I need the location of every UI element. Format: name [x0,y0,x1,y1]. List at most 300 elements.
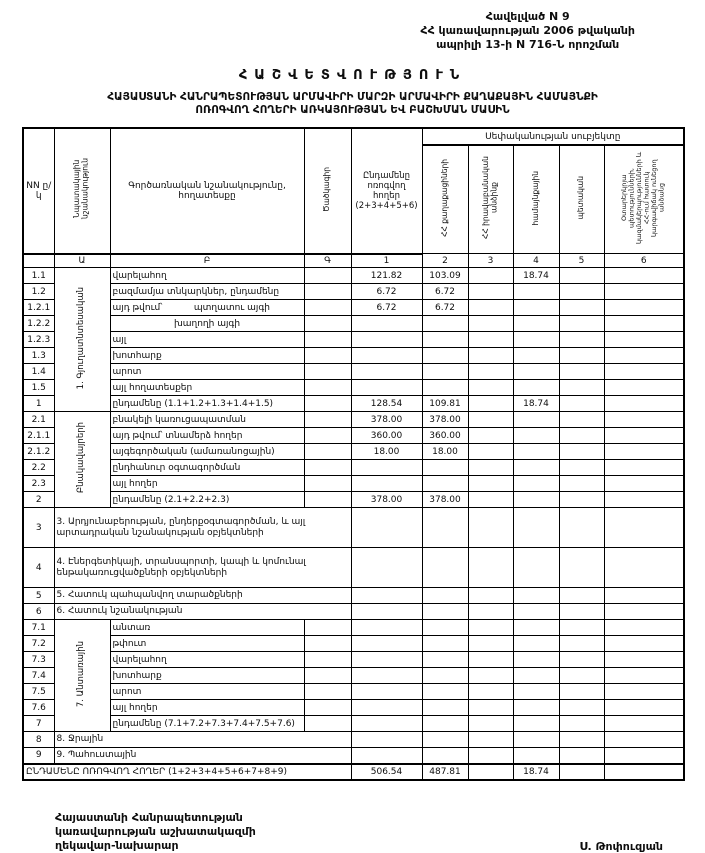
code-cell [304,332,351,348]
value-cell [513,684,559,700]
row-number-cell: 1.1 [23,268,54,284]
value-cell [351,620,422,636]
report-table-body [23,268,684,780]
value-cell [468,412,513,428]
value-cell [513,620,559,636]
value-cell [468,588,513,604]
table-row [23,332,684,348]
value-cell [468,380,513,396]
value-cell [351,332,422,348]
column-header-citizens [422,145,468,254]
value-cell [422,364,468,380]
value-cell [351,748,422,764]
column-header-code-text: Ծածկագիր [322,166,332,212]
value-cell [559,380,604,396]
value-cell [422,380,468,396]
value-cell: 18.74 [513,764,559,780]
code-cell [304,668,351,684]
table-row [23,620,684,636]
value-cell [513,316,559,332]
row-number-cell: 5 [23,588,54,604]
row-label-cell [110,300,304,316]
code-cell [304,492,351,508]
table-header-row-letters [23,254,684,268]
value-cell [513,652,559,668]
value-cell [604,636,684,652]
code-cell [304,652,351,668]
value-cell [422,748,468,764]
value-cell [468,444,513,460]
row-label-cell: վարելահող [110,652,304,668]
row-number-cell: 1.3 [23,348,54,364]
row-label-cell: բազմամյա տնկարկներ, ընդամենը [110,284,304,300]
letter-cell: Ա [54,254,110,268]
letter-cell: 1 [351,254,422,268]
value-cell [422,636,468,652]
table-row [23,268,684,284]
section-label-cell [54,268,110,412]
row-number-cell: 1.4 [23,364,54,380]
table-row [23,492,684,508]
value-cell: 360.00 [422,428,468,444]
code-cell [304,348,351,364]
value-cell [559,636,604,652]
value-cell [604,412,684,428]
value-cell [559,316,604,332]
value-cell [468,460,513,476]
value-cell [351,652,422,668]
row-number-cell: 7.2 [23,636,54,652]
table-row [23,636,684,652]
value-cell [513,284,559,300]
value-cell [513,604,559,620]
column-header-row-number: NN ը/կ [23,128,54,254]
row-label-cell: 6. Հատուկ նշանակության [54,604,351,620]
value-cell [604,300,684,316]
value-cell: 18.00 [351,444,422,460]
value-cell [468,300,513,316]
value-cell [468,476,513,492]
value-cell [468,764,513,780]
appendix-note [420,10,635,52]
value-cell [559,620,604,636]
value-cell [468,348,513,364]
value-cell [351,700,422,716]
value-cell [422,332,468,348]
value-cell [351,460,422,476]
value-cell [468,684,513,700]
value-cell [559,668,604,684]
value-cell: 360.00 [351,428,422,444]
column-header-state [559,145,604,254]
appendix-line-1: Հավելված N 9 [485,10,570,23]
value-cell [604,476,684,492]
code-cell [304,636,351,652]
value-cell [604,548,684,588]
row-number-cell: 7.3 [23,652,54,668]
value-cell [559,684,604,700]
column-header-state-text: պետական [576,176,586,220]
value-cell [422,348,468,364]
value-cell [604,684,684,700]
table-row [23,444,684,460]
table-row [23,700,684,716]
row-number-cell: 6 [23,604,54,620]
value-cell [351,508,422,548]
row-number-cell: 1.2.1 [23,300,54,316]
value-cell [559,428,604,444]
table-row [23,588,684,604]
value-cell [468,604,513,620]
row-label-cell: այլ հողատեսքեր [110,380,304,396]
value-cell [468,364,513,380]
column-header-community-text: համայնքային [530,170,540,226]
value-cell [422,460,468,476]
value-cell [468,652,513,668]
irrigated-lands-report-table [22,127,685,781]
value-cell [604,380,684,396]
row-label-cell: անտառ [110,620,304,636]
row-label-cell: 5. Հատուկ պահպանվող տարածքների [54,588,351,604]
grand-total-label: ԸՆԴԱՄԵՆԸ ՈՌՈԳՎՈՂ ՀՈՂԵՐ (1+2+3+4+5+6+7+8+9) [23,764,351,780]
value-cell [604,508,684,548]
letter-cell: 5 [559,254,604,268]
value-cell [351,668,422,684]
value-cell [604,732,684,748]
value-cell: 6.72 [351,300,422,316]
value-cell [604,268,684,284]
value-cell [468,396,513,412]
column-header-foreign [604,145,684,254]
value-cell [559,300,604,316]
value-cell: 487.81 [422,764,468,780]
value-cell: 6.72 [351,284,422,300]
value-cell [559,588,604,604]
row-number-cell: 2.3 [23,476,54,492]
value-cell [513,460,559,476]
appendix-line-3: ապրիլի 13-ի N 716-Ն որոշման [436,38,620,51]
value-cell [422,652,468,668]
value-cell [468,284,513,300]
value-cell [513,444,559,460]
row-number-cell: 9 [23,748,54,764]
row-number-cell: 2.2 [23,460,54,476]
value-cell [513,716,559,732]
value-cell [604,668,684,684]
value-cell [513,748,559,764]
table-row [23,732,684,748]
row-label-cell: թփուտ [110,636,304,652]
code-cell [304,716,351,732]
value-cell: 103.09 [422,268,468,284]
section-label-cell [54,412,110,508]
value-cell [468,748,513,764]
value-cell [559,460,604,476]
letter-cell: Բ [110,254,304,268]
column-header-legal-entities [468,145,513,254]
column-header-legal-entities-text: ՀՀ իրավաբանական անձինք [480,156,499,240]
table-row [23,396,684,412]
value-cell [513,636,559,652]
signatory-name: Ս. Թոփուզյան [579,839,663,853]
value-cell [351,348,422,364]
value-cell [513,508,559,548]
letter-cell: 4 [513,254,559,268]
row-number-cell: 3 [23,508,54,548]
row-label-cell: ընդամենը (7.1+7.2+7.3+7.4+7.5+7.6) [110,716,304,732]
value-cell [513,428,559,444]
section-label-text: Բնակավայրերի [76,422,87,494]
table-row [23,476,684,492]
table-row [23,380,684,396]
value-cell [559,652,604,668]
table-row [23,716,684,732]
value-cell [559,716,604,732]
value-cell [468,620,513,636]
value-cell [604,316,684,332]
table-row [23,284,684,300]
value-cell [513,588,559,604]
code-cell [304,284,351,300]
row-label-cell: ընդամենը (1.1+1.2+1.3+1.4+1.5) [110,396,304,412]
row-label-cell: խաղողի այգի [110,316,304,332]
row-label-prefix: այդ թվում՝ [112,302,163,313]
appendix-line-2: ՀՀ կառավարության 2006 թվականի [420,24,635,37]
value-cell: 378.00 [351,492,422,508]
table-row [23,412,684,428]
page-title: ՀԱՇՎԵՏՎՈՒԹՅՈՒՆ [238,68,467,83]
value-cell [604,620,684,636]
value-cell [351,684,422,700]
value-cell [604,444,684,460]
value-cell [351,716,422,732]
value-cell [513,476,559,492]
value-cell [468,668,513,684]
code-cell [304,268,351,284]
value-cell: 378.00 [422,412,468,428]
signatory-title-line-3: ղեկավար-նախարար [55,838,179,852]
value-cell [351,476,422,492]
row-label-cell: արոտ [110,364,304,380]
value-cell [559,396,604,412]
row-label-cell: վարելահող [110,268,304,284]
value-cell [604,284,684,300]
value-cell [422,620,468,636]
code-cell [304,396,351,412]
value-cell: 378.00 [422,492,468,508]
value-cell [468,268,513,284]
value-cell: 128.54 [351,396,422,412]
value-cell [422,684,468,700]
row-label-cell: այլ [110,332,304,348]
column-header-purpose-text: Նպատակային նշանակություն [72,158,90,220]
value-cell [559,348,604,364]
subtitle-line-1: ՀԱՅԱՍՏԱՆԻ ՀԱՆՐԱՊԵՏՈՒԹՅԱՆ ԱՐՄԱՎԻՐԻ ՄԱՐԶԻ ԱՐՄԱՎԻՐԻ ՔԱՂԱՔԱՅԻՆ ՀԱՄԱՅՆՔԻ [107,91,598,103]
value-cell [604,604,684,620]
value-cell [422,316,468,332]
section-label-text: 7. Անտառային [76,640,87,708]
value-cell [559,764,604,780]
value-cell [351,316,422,332]
value-cell [351,548,422,588]
row-number-cell: 7 [23,716,54,732]
code-cell [304,620,351,636]
value-cell [468,636,513,652]
table-row [23,604,684,620]
value-cell [604,748,684,764]
row-number-cell: 1.5 [23,380,54,396]
value-cell [513,700,559,716]
value-cell [559,604,604,620]
value-cell [351,588,422,604]
table-row [23,684,684,700]
value-cell [422,700,468,716]
code-cell [304,316,351,332]
table-row [23,668,684,684]
column-header-functional: Գործառնական նշանակությունը, հողատեսքը [110,128,304,254]
code-cell [304,412,351,428]
table-row [23,652,684,668]
value-cell: 18.74 [513,396,559,412]
row-number-cell: 4 [23,548,54,588]
value-cell [468,508,513,548]
row-number-cell: 7.4 [23,668,54,684]
value-cell: 378.00 [351,412,422,428]
column-header-foreign-text: Օտարերկրյա պետությունների, կազմակերպությունների և ՀՀ-ում հատուկ կարգավիճակ ունեցող անձանց [620,151,666,245]
code-cell [304,364,351,380]
value-cell [422,508,468,548]
signatory-title-line-1: Հայաստանի Հանրապետության [55,810,243,824]
value-cell [422,476,468,492]
subtitle-line-2: ՈՌՈԳՎՈՂ ՀՈՂԵՐԻ ԱՌԿԱՅՈՒԹՅԱՆ ԵՎ ԲԱՇԽՄԱՆ ՄԱՍԻՆ [195,104,510,116]
value-cell: 121.82 [351,268,422,284]
code-cell [304,476,351,492]
value-cell [468,332,513,348]
row-number-cell: 7.1 [23,620,54,636]
value-cell [604,588,684,604]
value-cell [513,364,559,380]
row-number-cell: 2.1.1 [23,428,54,444]
value-cell [513,300,559,316]
value-cell [559,364,604,380]
value-cell [468,732,513,748]
value-cell [468,716,513,732]
column-header-code [304,128,351,254]
value-cell [604,348,684,364]
code-cell [304,428,351,444]
value-cell: 18.00 [422,444,468,460]
section-label-text: 1. Գյուղատնտեսական [76,286,87,390]
value-cell [604,492,684,508]
table-row [23,548,684,588]
value-cell [559,492,604,508]
value-cell [351,636,422,652]
value-cell: 18.74 [513,268,559,284]
value-cell [559,548,604,588]
letter-cell-empty [23,254,54,268]
table-row [23,300,684,316]
value-cell [559,700,604,716]
row-number-cell: 1.2.2 [23,316,54,332]
value-cell [351,364,422,380]
code-cell [304,684,351,700]
row-label-cell: խոտհարք [110,348,304,364]
page-subtitle [0,91,705,117]
column-header-citizens-text: ՀՀ քաղաքացիների [439,159,449,237]
code-cell [304,700,351,716]
value-cell [604,428,684,444]
row-label-cell: արոտ [110,684,304,700]
row-label-cell: այլ հողեր [110,476,304,492]
signature-block [55,811,663,853]
row-label-cell: 9. Պահուստային [54,748,351,764]
column-group-ownership-subject: Սեփականության սուբյեկտը [422,128,684,145]
section-label-cell [54,620,110,732]
value-cell [351,604,422,620]
column-header-purpose [54,128,110,254]
code-cell [304,380,351,396]
row-label-cell: ընդամենը (2.1+2.2+2.3) [110,492,304,508]
table-row [23,428,684,444]
row-label-cell: ընդհանուր օգտագործման [110,460,304,476]
value-cell [604,460,684,476]
value-cell [513,380,559,396]
table-row [23,764,684,780]
value-cell [468,428,513,444]
letter-cell: 3 [468,254,513,268]
value-cell [513,732,559,748]
row-number-cell: 8 [23,732,54,748]
value-cell [513,548,559,588]
table-row [23,748,684,764]
row-label-text: պտղատու այգի [193,302,270,313]
row-number-cell: 7.6 [23,700,54,716]
code-cell [304,444,351,460]
row-label-cell: այլ հողեր [110,700,304,716]
value-cell [422,668,468,684]
value-cell [559,508,604,548]
letter-cell: Գ [304,254,351,268]
signatory-title [55,811,256,853]
row-number-cell: 2.1.2 [23,444,54,460]
row-label-cell: 8. Ջրային [54,732,351,748]
value-cell [468,700,513,716]
row-number-cell: 2.1 [23,412,54,428]
code-cell [304,460,351,476]
row-label-cell: բնակելի կառուցապատման [110,412,304,428]
value-cell [559,268,604,284]
value-cell [422,716,468,732]
value-cell [559,412,604,428]
value-cell [513,668,559,684]
value-cell [604,364,684,380]
value-cell [559,476,604,492]
value-cell [351,732,422,748]
row-number-cell: 2 [23,492,54,508]
row-label-cell: 4. Էներգետիկայի, տրանսպորտի, կապի և կոմունալ ենթակառուցվածքների օբյեկտների [54,548,351,588]
value-cell [559,444,604,460]
table-row [23,508,684,548]
column-header-total-irrigated: Ընդամենը ոռոգվող հողեր (2+3+4+5+6) [351,128,422,254]
column-header-community [513,145,559,254]
value-cell [604,332,684,348]
value-cell [468,548,513,588]
row-label-cell: 3. Արդյունաբերության, ընդերքօգտագործման, և այլ արտադրական նշանակության օբյեկտների [54,508,351,548]
row-label-cell: խոտհարք [110,668,304,684]
row-label-cell: այդ թվում՝ տնամերձ հողեր [110,428,304,444]
value-cell [513,332,559,348]
letter-cell: 6 [604,254,684,268]
